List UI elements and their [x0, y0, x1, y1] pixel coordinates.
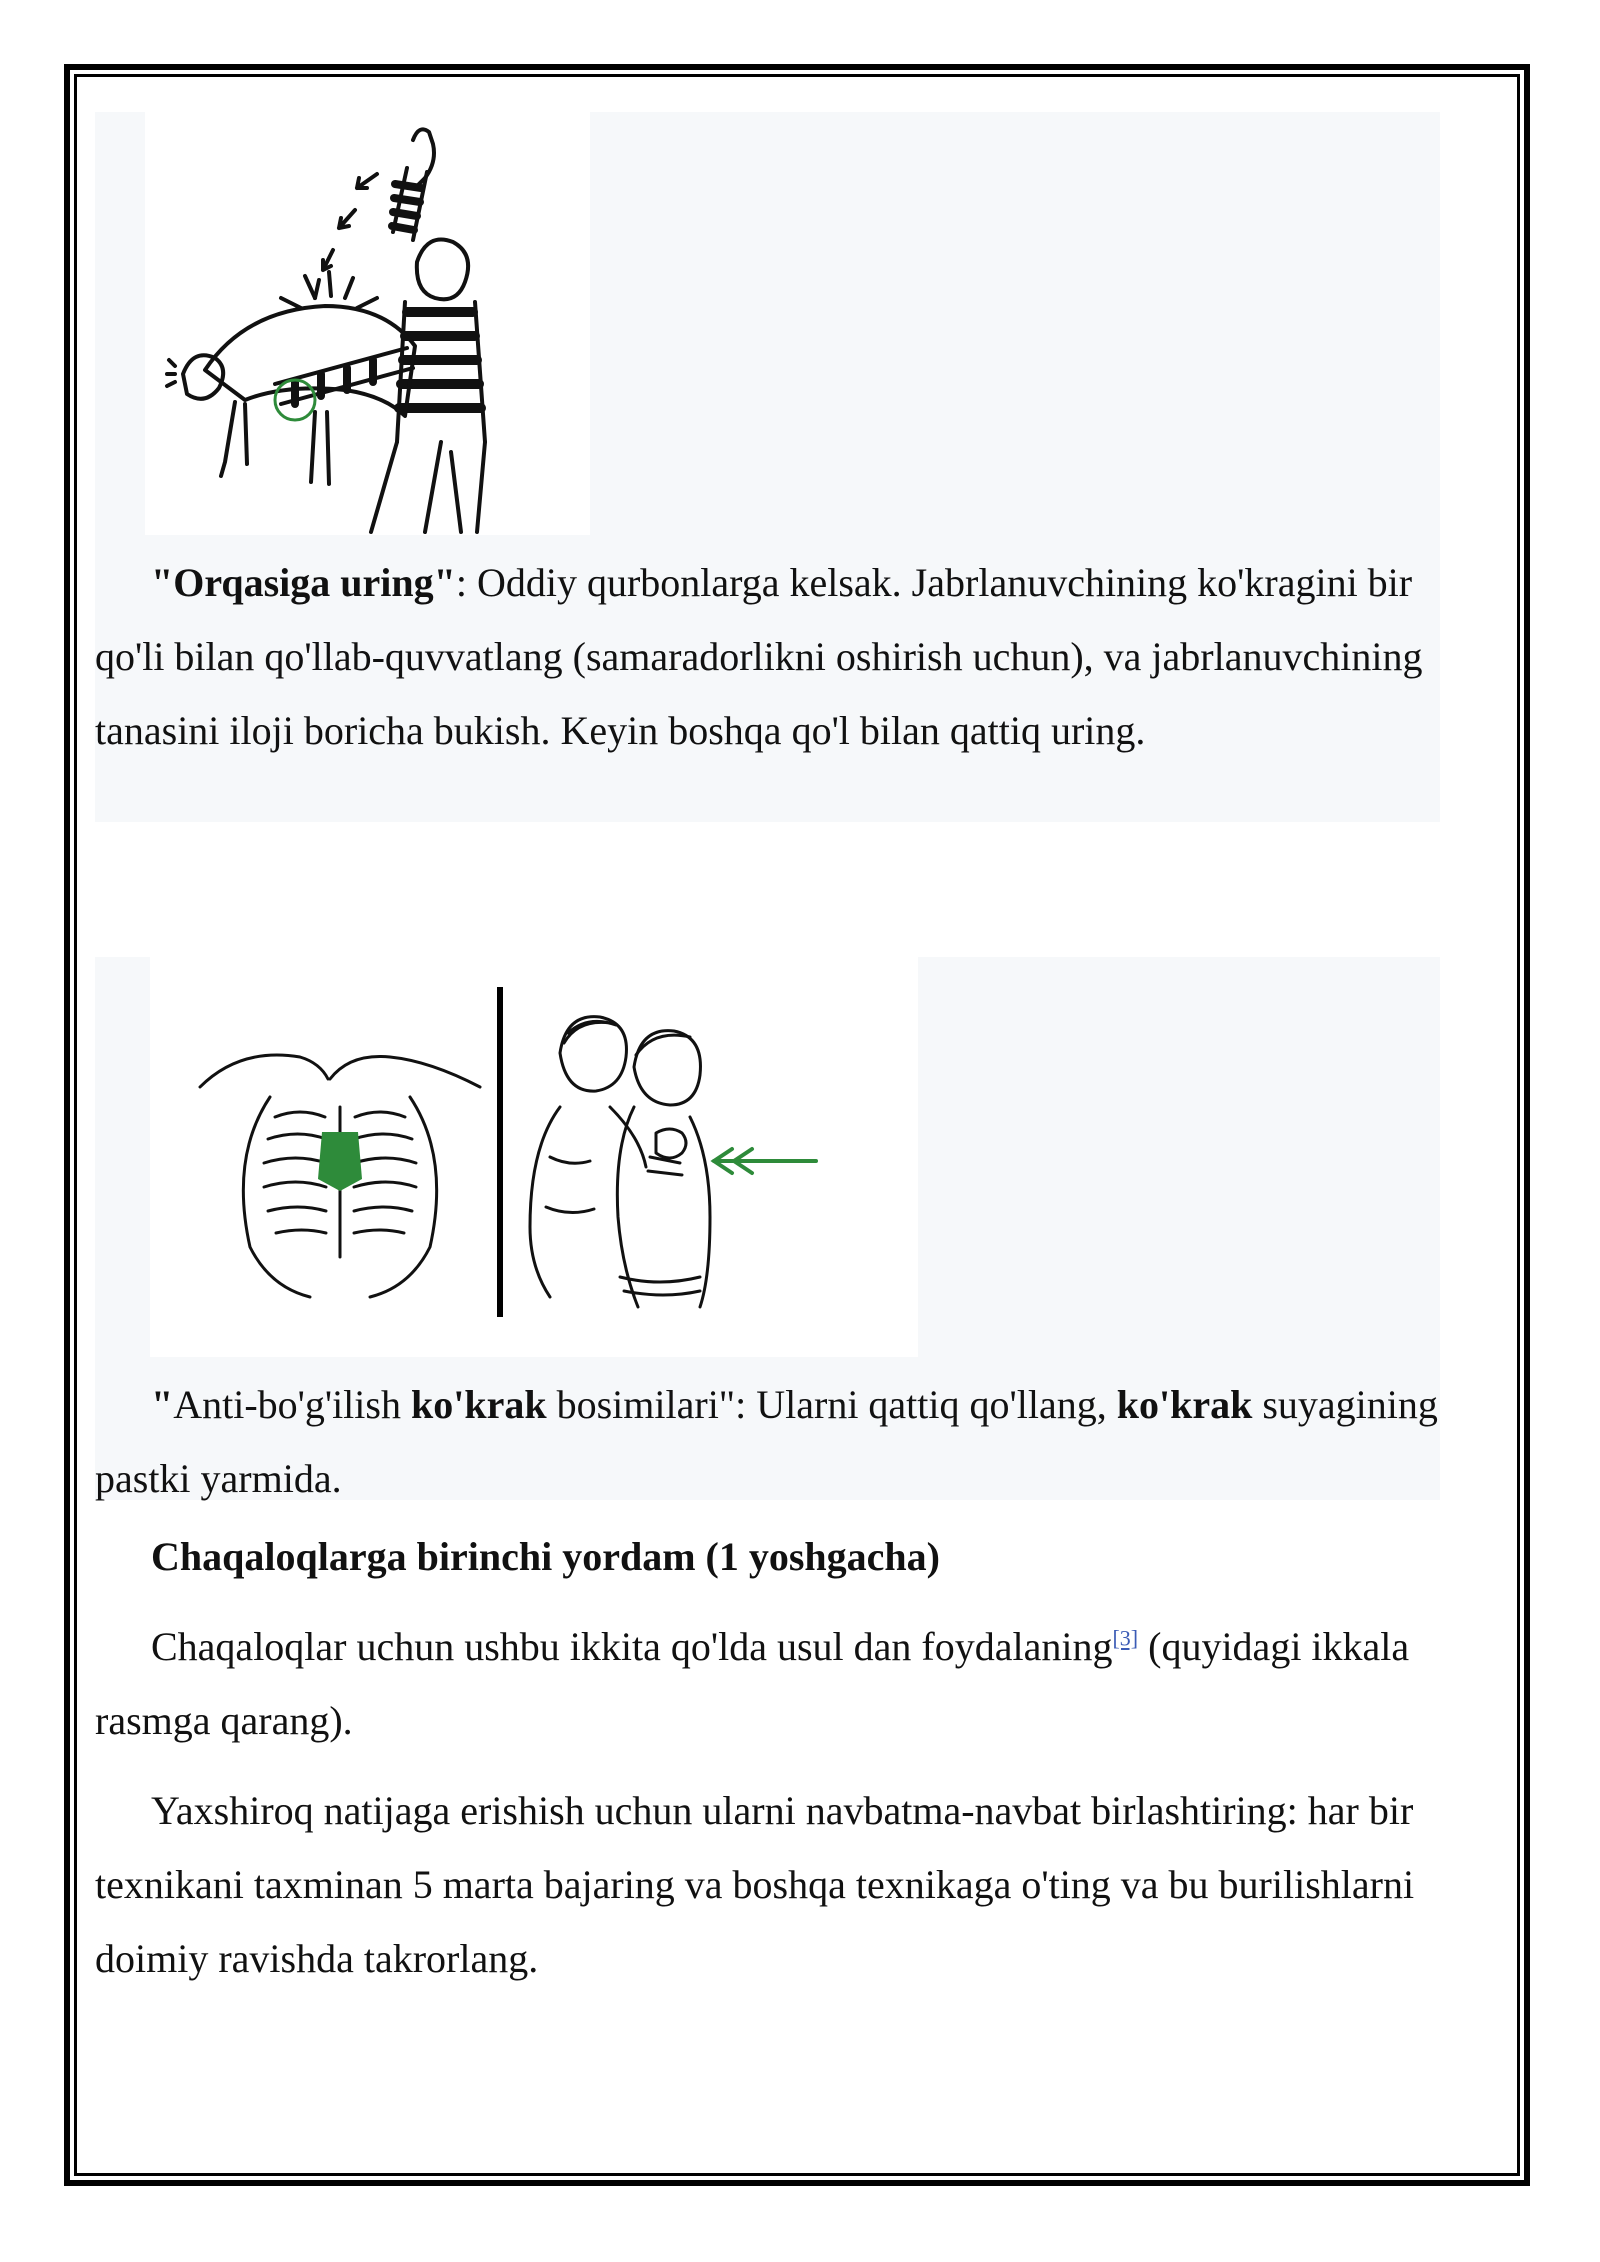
back-blows-paragraph — [95, 546, 1440, 768]
open-quote: " — [151, 1382, 174, 1427]
chest-bold-1: ko'krak — [410, 1382, 547, 1427]
alternate-techniques-text: Yaxshiroq natijaga erishish uchun ularni navbatma-navbat birlashtiring: har bir texnikani taxminan 5 marta bajaring va boshqa texnikaga o'ting va bu burilishlarni doimiy ravishda takrorlang. — [95, 1788, 1415, 1981]
chest-thrusts-illustration — [150, 957, 918, 1357]
infant-methods-text-2: (quyidagi ikkala rasmga qarang). — [95, 1624, 1410, 1743]
infant-first-aid-heading: Chaqaloqlarga birinchi yordam (1 yoshgacha) — [151, 1534, 940, 1579]
infant-methods-paragraph — [95, 1610, 1440, 1758]
back-blows-text: : Oddiy qurbonlarga kelsak. Jabrlanuvchining ko'kragini bir qo'li bilan qo'llab-quvvatlang (samaradorlikni oshirish uchun), va jabrlanuvchining tanasini iloji boricha bukish. Keyin boshqa qo'l bilan qattiq uring. — [95, 560, 1423, 753]
back-blows-illustration — [145, 112, 590, 535]
reference-link-3[interactable]: [3] — [1112, 1625, 1139, 1651]
push-direction-arrow — [714, 1149, 816, 1173]
chest-text-2: bosimilari": Ularni qattiq qo'llang, — [546, 1382, 1117, 1427]
back-blows-lead: "Orqasiga uring" — [151, 560, 456, 605]
alternate-techniques-paragraph — [95, 1774, 1440, 1996]
sternum-highlight — [318, 1132, 362, 1191]
chest-thrusts-paragraph — [95, 1368, 1440, 1516]
infant-methods-text: Chaqaloqlar uchun ushbu ikkita qo'lda usul dan foydalaning — [151, 1624, 1113, 1669]
chest-thrusts-drawing — [150, 957, 918, 1357]
back-blows-drawing — [145, 112, 590, 535]
chest-bold-2: ko'krak — [1116, 1382, 1253, 1427]
chest-text-1: Anti-bo'g'ilish — [173, 1382, 411, 1427]
chest-text-3: suyagining pastki yarmida. — [95, 1382, 1438, 1501]
